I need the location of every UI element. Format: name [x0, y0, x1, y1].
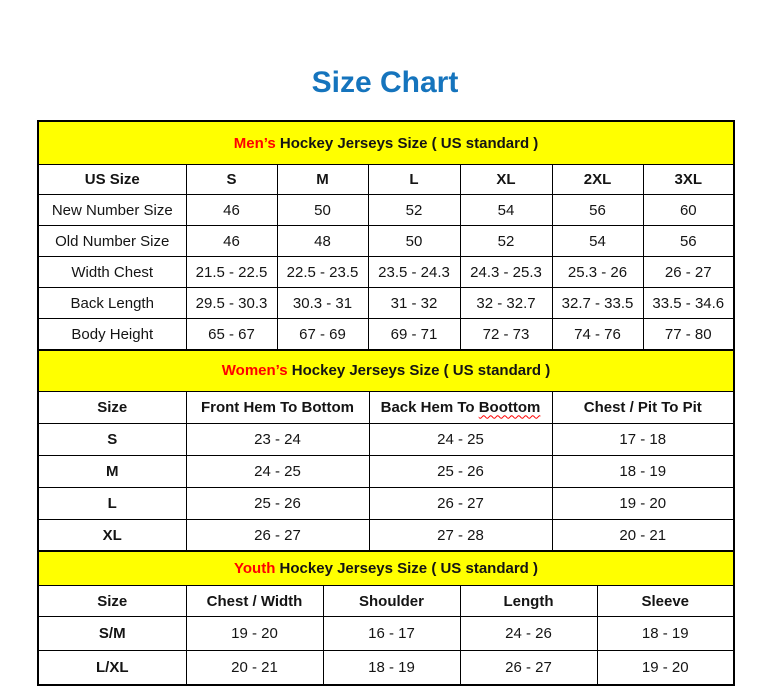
- womens-section-title: Hockey Jerseys Size ( US standard ): [287, 362, 551, 379]
- cell: 67 - 69: [277, 319, 368, 351]
- cell: 32.7 - 33.5: [552, 288, 643, 319]
- cell: 69 - 71: [368, 319, 460, 351]
- column-header: Size: [38, 586, 186, 617]
- youth-header-row: [38, 586, 734, 617]
- cell: 22.5 - 23.5: [277, 257, 368, 288]
- table-row: [38, 226, 734, 257]
- cell: 26 - 27: [186, 519, 369, 552]
- cell: 26 - 27: [369, 487, 552, 519]
- cell: 24 - 26: [460, 617, 597, 651]
- column-header-misspelled: [369, 391, 552, 423]
- row-label: L: [38, 487, 186, 519]
- column-header: Sleeve: [597, 586, 734, 617]
- table-row: [38, 617, 734, 651]
- column-header: S: [186, 165, 277, 195]
- column-header: Size: [38, 391, 186, 423]
- mens-section-header: [38, 121, 734, 165]
- table-row: [38, 423, 734, 455]
- cell: 27 - 28: [369, 519, 552, 552]
- cell: 24 - 25: [369, 423, 552, 455]
- size-tables-container: [37, 120, 733, 686]
- row-label: L/XL: [38, 651, 186, 686]
- womens-band-row: [38, 350, 734, 392]
- row-label: Back Length: [38, 288, 186, 319]
- table-row: [38, 487, 734, 519]
- cell: 16 - 17: [323, 617, 460, 651]
- table-row: [38, 519, 734, 552]
- youth-size-table: [37, 550, 735, 686]
- header-text: Back Hem To: [380, 398, 479, 416]
- cell: 32 - 32.7: [460, 288, 552, 319]
- youth-section-title: Hockey Jerseys Size ( US standard ): [275, 560, 538, 577]
- column-header: Shoulder: [323, 586, 460, 617]
- youth-band-row: [38, 551, 734, 586]
- cell: 54: [460, 195, 552, 226]
- column-header: 3XL: [643, 165, 734, 195]
- cell: 21.5 - 22.5: [186, 257, 277, 288]
- misspelled-word: Boottom: [478, 398, 541, 416]
- cell: 48: [277, 226, 368, 257]
- cell: 65 - 67: [186, 319, 277, 351]
- cell: 18 - 19: [323, 651, 460, 686]
- column-header: XL: [460, 165, 552, 195]
- cell: 25.3 - 26: [552, 257, 643, 288]
- column-header: L: [368, 165, 460, 195]
- column-header: M: [277, 165, 368, 195]
- column-header: Chest / Pit To Pit: [552, 391, 734, 423]
- cell: 23.5 - 24.3: [368, 257, 460, 288]
- cell: 23 - 24: [186, 423, 369, 455]
- cell: 52: [368, 195, 460, 226]
- mens-header-row: [38, 165, 734, 195]
- row-label: Body Height: [38, 319, 186, 351]
- womens-section-header: [38, 350, 734, 392]
- column-header: Chest / Width: [186, 586, 323, 617]
- cell: 29.5 - 30.3: [186, 288, 277, 319]
- cell: 19 - 20: [186, 617, 323, 651]
- row-label: New Number Size: [38, 195, 186, 226]
- womens-size-table: [37, 349, 735, 553]
- cell: 24 - 25: [186, 455, 369, 487]
- cell: 60: [643, 195, 734, 226]
- cell: 18 - 19: [597, 617, 734, 651]
- cell: 18 - 19: [552, 455, 734, 487]
- cell: 25 - 26: [186, 487, 369, 519]
- row-label: Old Number Size: [38, 226, 186, 257]
- cell: 26 - 27: [460, 651, 597, 686]
- column-header: US Size: [38, 165, 186, 195]
- cell: 19 - 20: [552, 487, 734, 519]
- table-row: [38, 195, 734, 226]
- cell: 56: [552, 195, 643, 226]
- row-label: Width Chest: [38, 257, 186, 288]
- youth-section-highlight: Youth: [234, 560, 276, 577]
- row-label: S/M: [38, 617, 186, 651]
- cell: 74 - 76: [552, 319, 643, 351]
- cell: 31 - 32: [368, 288, 460, 319]
- cell: 24.3 - 25.3: [460, 257, 552, 288]
- table-row: [38, 455, 734, 487]
- mens-section-highlight: Men’s: [233, 134, 276, 152]
- row-label: S: [38, 423, 186, 455]
- cell: 20 - 21: [552, 519, 734, 552]
- table-row: [38, 319, 734, 351]
- cell: 46: [186, 226, 277, 257]
- cell: 52: [460, 226, 552, 257]
- youth-section-header: [38, 551, 734, 586]
- cell: 33.5 - 34.6: [643, 288, 734, 319]
- cell: 54: [552, 226, 643, 257]
- column-header: 2XL: [552, 165, 643, 195]
- page-title: Size Chart: [311, 66, 459, 99]
- cell: 56: [643, 226, 734, 257]
- mens-section-title: Hockey Jerseys Size ( US standard ): [275, 134, 539, 152]
- cell: 50: [277, 195, 368, 226]
- table-row: [38, 651, 734, 686]
- womens-header-row: [38, 391, 734, 423]
- row-label: XL: [38, 519, 186, 552]
- cell: 77 - 80: [643, 319, 734, 351]
- cell: 46: [186, 195, 277, 226]
- cell: 26 - 27: [643, 257, 734, 288]
- cell: 19 - 20: [597, 651, 734, 686]
- cell: 17 - 18: [552, 423, 734, 455]
- row-label: M: [38, 455, 186, 487]
- womens-section-highlight: Women’s: [221, 362, 288, 379]
- cell: 50: [368, 226, 460, 257]
- table-row: [38, 288, 734, 319]
- column-header: Front Hem To Bottom: [186, 391, 369, 423]
- cell: 30.3 - 31: [277, 288, 368, 319]
- table-row: [38, 257, 734, 288]
- cell: 20 - 21: [186, 651, 323, 686]
- cell: 25 - 26: [369, 455, 552, 487]
- cell: 72 - 73: [460, 319, 552, 351]
- column-header: Length: [460, 586, 597, 617]
- mens-size-table: [37, 120, 735, 351]
- mens-band-row: [38, 121, 734, 165]
